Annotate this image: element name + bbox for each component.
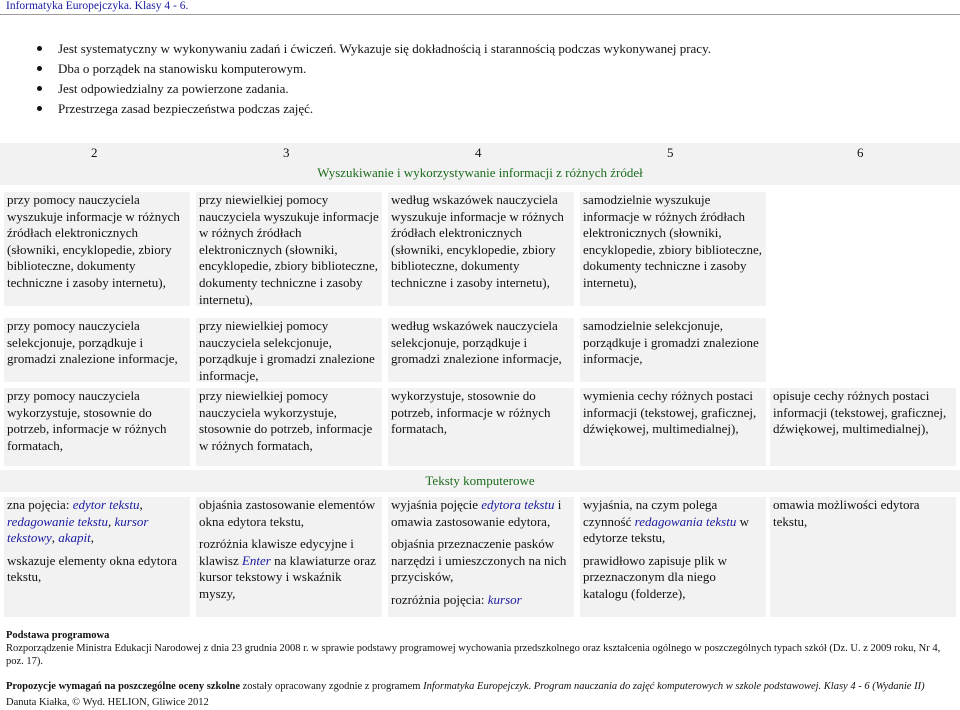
table-cell: przy niewielkiej pomocy nauczyciela wyszukuje informacje w różnych źródłach elektronicznych (słowniki, encyklopedie, zbiory biblioteczne, dokumenty techniczne i zasoby internetu),	[196, 192, 382, 306]
term: redagowania tekstu	[634, 513, 737, 529]
column-number-6: 6	[857, 145, 864, 160]
document-header: Informatyka Europejczyka. Klasy 4 - 6.	[6, 0, 189, 12]
column-number-2: 2	[91, 145, 98, 160]
table-cell: według wskazówek nauczyciela selekcjonuje, porządkuje i gromadzi znalezione informacje,	[388, 318, 574, 382]
bullet-icon	[37, 106, 42, 111]
table-cell	[388, 497, 574, 617]
table-cell: przy pomocy nauczyciela wykorzystuje, stosownie do potrzeb, informacje w różnych formatach,	[4, 388, 190, 466]
cell-paragraph: wskazuje elementy okna edytora tekstu,	[7, 552, 178, 585]
table-cell: według wskazówek nauczyciela wyszukuje informacje w różnych źródłach elektronicznych (słowniki, encyklopedie, zbiory biblioteczne, dokumenty techniczne i zasoby internetu),	[388, 192, 574, 306]
term: kursor	[487, 591, 522, 607]
term: edytora tekstu	[481, 497, 555, 512]
table-cell: przy pomocy nauczyciela wyszukuje informacje w różnych źródłach elektronicznych (słowniki, encyklopedie, zbiory biblioteczne, dokumenty techniczne i zasoby internetu),	[4, 192, 190, 306]
table-cell	[196, 497, 382, 617]
bullet-icon	[37, 66, 42, 71]
footer-note: Propozycje wymagań na poszczególne oceny szkolne zostały opracowany zgodnie z programem Informatyka Europejczyk. Program nauczania do zajęć komputerowych w szkole podstawowej. Klasy 4 - 6 (Wydanie II)	[6, 681, 925, 692]
table-cell: samodzielnie selekcjonuje, porządkuje i gromadzi znalezione informacje,	[580, 318, 766, 382]
term: Enter	[241, 552, 271, 568]
table-cell: opisuje cechy różnych postaci informacji (tekstowej, graficznej, dźwiękowej, multimedialnej),	[770, 388, 956, 466]
footer-copyright: Danuta Kiałka, © Wyd. HELION, Gliwice 2012	[6, 697, 209, 708]
table-cell: przy niewielkiej pomocy nauczyciela selekcjonuje, porządkuje i gromadzi znalezione informacje,	[196, 318, 382, 382]
footer-heading: Podstawa programowa	[6, 630, 110, 641]
cell-paragraph: rozróżnia pojęcia: kursor	[391, 591, 522, 607]
table-cell	[4, 497, 190, 617]
cell-paragraph: rozróżnia klawisze edycyjne i klawisz Enter na klawiaturze oraz kursor tekstowy i wskaźnik myszy,	[199, 536, 376, 601]
column-number-3: 3	[283, 145, 290, 160]
cell-paragraph: prawidłowo zapisuje plik w przeznaczonym dla niego katalogu (folderze),	[583, 552, 728, 601]
table-cell: wykorzystuje, stosownie do potrzeb, informacje w różnych formatach,	[388, 388, 574, 466]
table-cell: wymienia cechy różnych postaci informacji (tekstowej, graficznej, dźwiękowej, multimedialnej),	[580, 388, 766, 466]
cell-paragraph: objaśnia zastosowanie elementów okna edytora tekstu,	[199, 497, 376, 529]
section-title-information: Wyszukiwanie i wykorzystywanie informacji z różnych źródeł	[317, 165, 643, 180]
term: akapit	[58, 530, 91, 546]
table-cell	[770, 497, 956, 617]
cell-paragraph: zna pojęcia: edytor tekstu, redagowanie tekstu, kursor tekstowy, akapit,	[7, 497, 149, 546]
table-cell: przy niewielkiej pomocy nauczyciela wykorzystuje, stosownie do potrzeb, informacje w różnych formatach,	[196, 388, 382, 466]
table-cell	[580, 497, 766, 617]
bullet-icon	[37, 86, 42, 91]
cell-paragraph: wyjaśnia, na czym polega czynność redagowania tekstu w edytorze tekstu,	[583, 497, 749, 546]
cell-paragraph: objaśnia przeznaczenie pasków narzędzi i umieszczonych na nich przycisków,	[391, 536, 567, 585]
column-number-5: 5	[667, 145, 674, 160]
cell-paragraph: wyjaśnia pojęcie edytora tekstu i omawia zastosowanie edytora,	[391, 497, 562, 529]
column-number-4: 4	[475, 145, 482, 160]
section-title-text: Teksty komputerowe	[425, 473, 535, 488]
cell-paragraph: omawia możliwości edytora tekstu,	[773, 497, 920, 529]
term: redagowanie tekstu	[7, 513, 108, 529]
footer-law: Rozporządzenie Ministra Edukacji Narodowej z dnia 23 grudnia 2008 r. w sprawie podstawy programowej wychowania przedszkolnego oraz kształcenia ogólnego w poszczególnych typach szkół (Dz. U. z 2009 roku, Nr 4, poz. 17).	[6, 643, 941, 667]
header-divider	[0, 14, 960, 15]
bullet-icon	[37, 46, 42, 51]
table-cell: samodzielnie wyszukuje informacje w różnych źródłach elektronicznych (słowniki, encyklopedie, zbiory biblioteczne, dokumenty techniczne i zasoby internetu),	[580, 192, 766, 306]
table-cell: przy pomocy nauczyciela selekcjonuje, porządkuje i gromadzi znalezione informacje,	[4, 318, 190, 382]
term: edytor tekstu	[72, 497, 140, 512]
term: kursor tekstowy	[7, 513, 149, 546]
